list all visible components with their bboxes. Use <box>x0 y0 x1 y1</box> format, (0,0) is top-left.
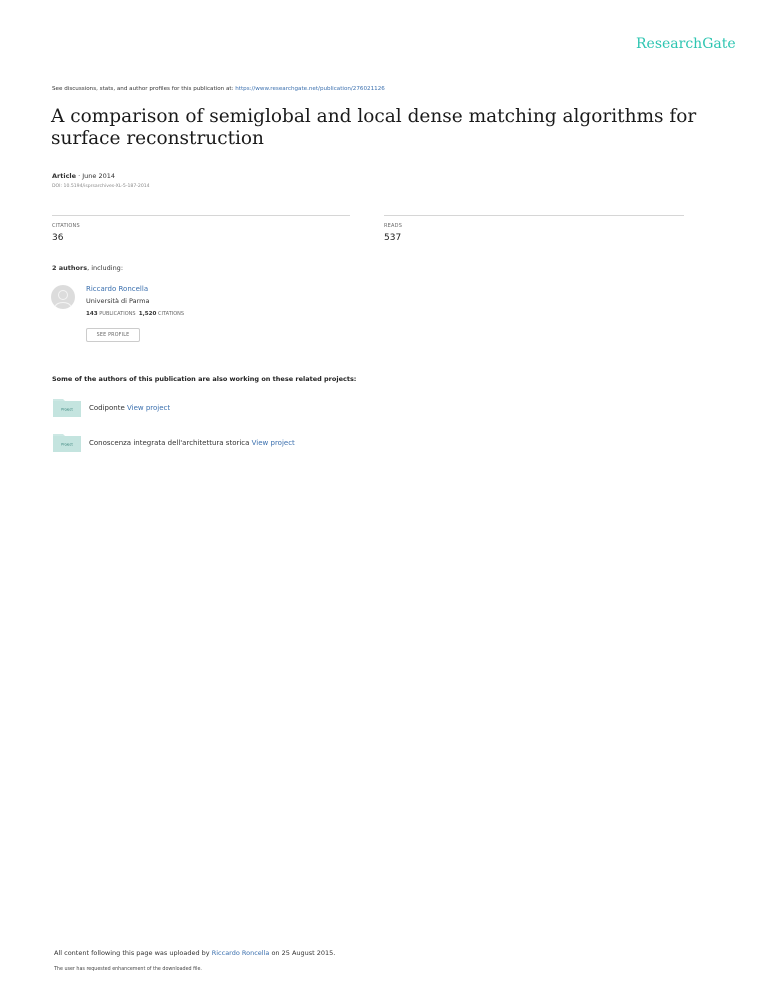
author-avatar[interactable] <box>51 285 75 309</box>
project-item <box>89 439 295 447</box>
publication-url-link[interactable]: https://www.researchgate.net/publication/276021126 <box>235 86 385 92</box>
view-project-link[interactable]: View project <box>251 439 295 447</box>
author-affiliation: Università di Parma <box>86 297 150 305</box>
publication-meta <box>52 172 115 180</box>
publication-doi: DOI: 10.5194/isprsarchives-XL-5-187-2014 <box>52 184 150 189</box>
discussion-line <box>52 86 385 92</box>
citations-value: 36 <box>52 233 64 243</box>
reads-divider <box>384 215 684 216</box>
view-project-link[interactable]: View project <box>127 404 171 412</box>
researchgate-logo[interactable]: ResearchGate <box>636 36 736 52</box>
publication-title: A comparison of semiglobal and local dense matching algorithms for surface reconstruction <box>51 106 697 149</box>
reads-label: READS <box>384 223 403 229</box>
related-projects-heading: Some of the authors of this publication are also working on these related projects: <box>52 375 357 383</box>
author-counts <box>86 311 184 317</box>
upload-prefix: All content following this page was uploaded by <box>54 949 212 957</box>
citations-divider <box>52 215 350 216</box>
authors-heading <box>52 264 123 272</box>
upload-suffix: on 25 August 2015. <box>269 949 336 957</box>
author-publications-count: 143 <box>86 311 98 317</box>
folder-icon <box>53 397 81 417</box>
author-name-link[interactable]: Riccardo Roncella <box>86 285 149 293</box>
see-profile-button[interactable]: SEE PROFILE <box>86 328 140 342</box>
folder-icon <box>53 432 81 452</box>
author-publications-label: PUBLICATIONS <box>97 311 136 317</box>
reads-value: 537 <box>384 233 402 243</box>
citations-label: CITATIONS <box>52 223 80 229</box>
publication-type: Article <box>52 172 77 180</box>
upload-note <box>54 949 335 957</box>
discussion-prefix: See discussions, stats, and author profiles for this publication at: <box>52 86 236 92</box>
author-citations-label: CITATIONS <box>156 311 185 317</box>
project-icon[interactable] <box>53 432 81 456</box>
project-icon[interactable] <box>53 397 81 421</box>
project-name: Codiponte <box>89 404 125 412</box>
project-icon-label: Project <box>61 407 73 412</box>
authors-count: 2 authors <box>52 264 88 272</box>
project-name: Conoscenza integrata dell'architettura storica <box>89 439 250 447</box>
project-item <box>89 404 170 412</box>
enhancement-note: The user has requested enhancement of the downloaded file. <box>54 967 202 972</box>
uploader-link[interactable]: Riccardo Roncella <box>211 949 270 957</box>
authors-suffix: , including: <box>87 264 124 272</box>
author-citations-count: 1,520 <box>138 311 157 317</box>
project-icon-label: Project <box>61 442 73 447</box>
avatar-placeholder-icon <box>51 285 75 309</box>
publication-date: · June 2014 <box>76 172 116 180</box>
